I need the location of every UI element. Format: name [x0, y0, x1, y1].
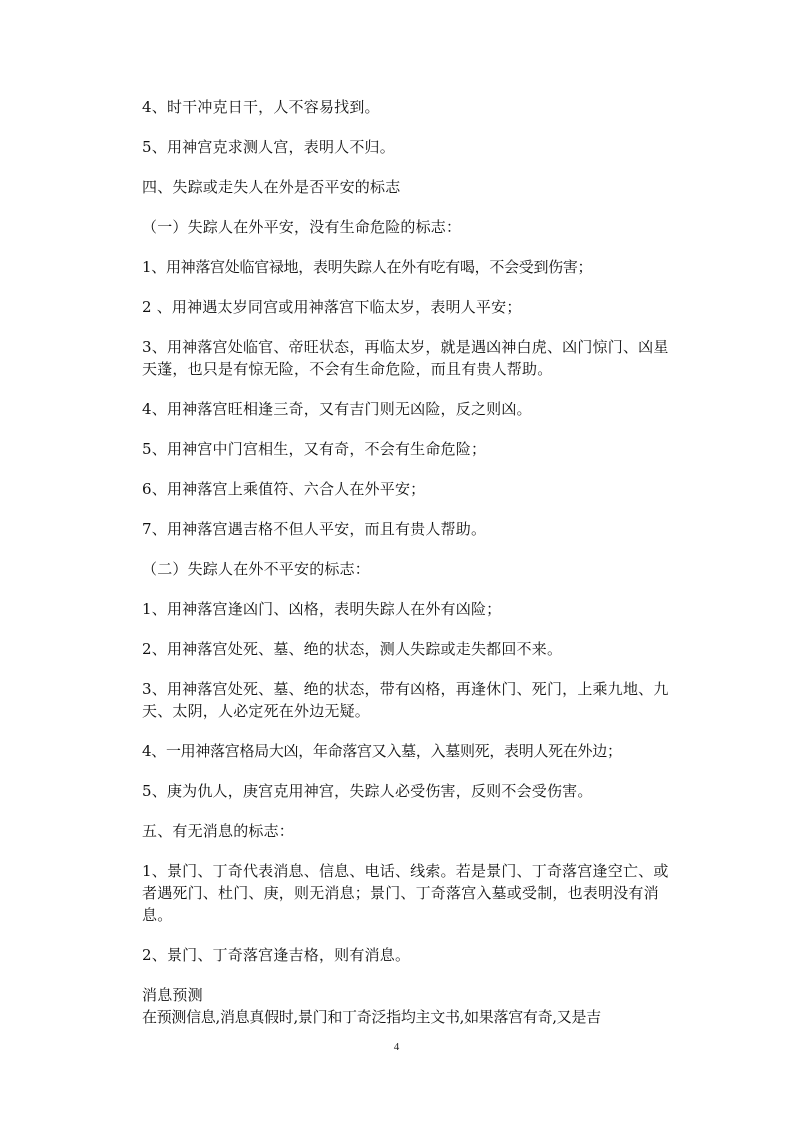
paragraph-line: 在预测信息,消息真假时,景门和丁奇泛指均主文书,如果落宫有奇,又是吉 — [142, 1008, 601, 1026]
paragraph-line: 6、用神落宫上乘值符、六合人在外平安； — [142, 480, 426, 498]
paragraph-line: 2 、用神遇太岁同宫或用神落宫下临太岁，表明人平安； — [142, 298, 522, 316]
page-number: 4 — [393, 1041, 400, 1053]
paragraph-line: 4、一用神落宫格局大凶，年命落宫又入墓，入墓则死，表明人死在外边； — [142, 742, 622, 760]
paragraph-line: 4、用神落宫旺相逢三奇，又有吉门则无凶险，反之则凶。 — [142, 400, 532, 418]
paragraph: 1、景门、丁奇代表消息、信息、电话、线索。若是景门、丁奇落宫逢空亡、或者遇死门、杜门、庚，则无消息；景门、丁奇落宫入墓或受制，也表明没有消息。 — [142, 862, 669, 924]
subheading: 消息预测 — [142, 986, 203, 1004]
paragraph: 3、用神落宫处临官、帝旺状态，再临太岁，就是遇凶神白虎、凶门惊门、凶星天蓬，也只是有惊无险，不会有生命危险，而且有贵人帮助。 — [142, 338, 669, 378]
paragraph-line: 5、用神宫克求测人宫，表明人不归。 — [142, 138, 395, 156]
paragraph-line: 7、用神落宫遇吉格不但人平安，而且有贵人帮助。 — [142, 520, 487, 538]
paragraph: 3、用神落宫处死、墓、绝的状态，带有凶格，再逢休门、死门，上乘九地、九天、太阴，人必定死在外边无疑。 — [142, 680, 669, 720]
subsection-heading: （二）失踪人在外不平安的标志： — [142, 560, 371, 578]
paragraph-line: 5、用神宫中门宫相生，又有奇，不会有生命危险； — [142, 440, 487, 458]
section-heading: 四、失踪或走失人在外是否平安的标志 — [142, 178, 401, 196]
paragraph-line: 1、用神落宫逢凶门、凶格，表明失踪人在外有凶险； — [142, 600, 502, 618]
subsection-heading: （一）失踪人在外平安，没有生命危险的标志： — [142, 218, 462, 236]
paragraph-line: 4、时干冲克日干，人不容易找到。 — [142, 98, 380, 116]
paragraph-line: 5、庚为仇人，庚宫克用神宫，失踪人必受伤害，反则不会受伤害。 — [142, 782, 593, 800]
paragraph-line: 2、景门、丁奇落宫逢吉格，则有消息。 — [142, 946, 411, 964]
paragraph-line: 1、用神落宫处临官禄地，表明失踪人在外有吃有喝，不会受到伤害； — [142, 258, 593, 276]
paragraph-line: 2、用神落宫处死、墓、绝的状态，测人失踪或走失都回不来。 — [142, 640, 563, 658]
section-heading: 五、有无消息的标志： — [142, 822, 295, 840]
